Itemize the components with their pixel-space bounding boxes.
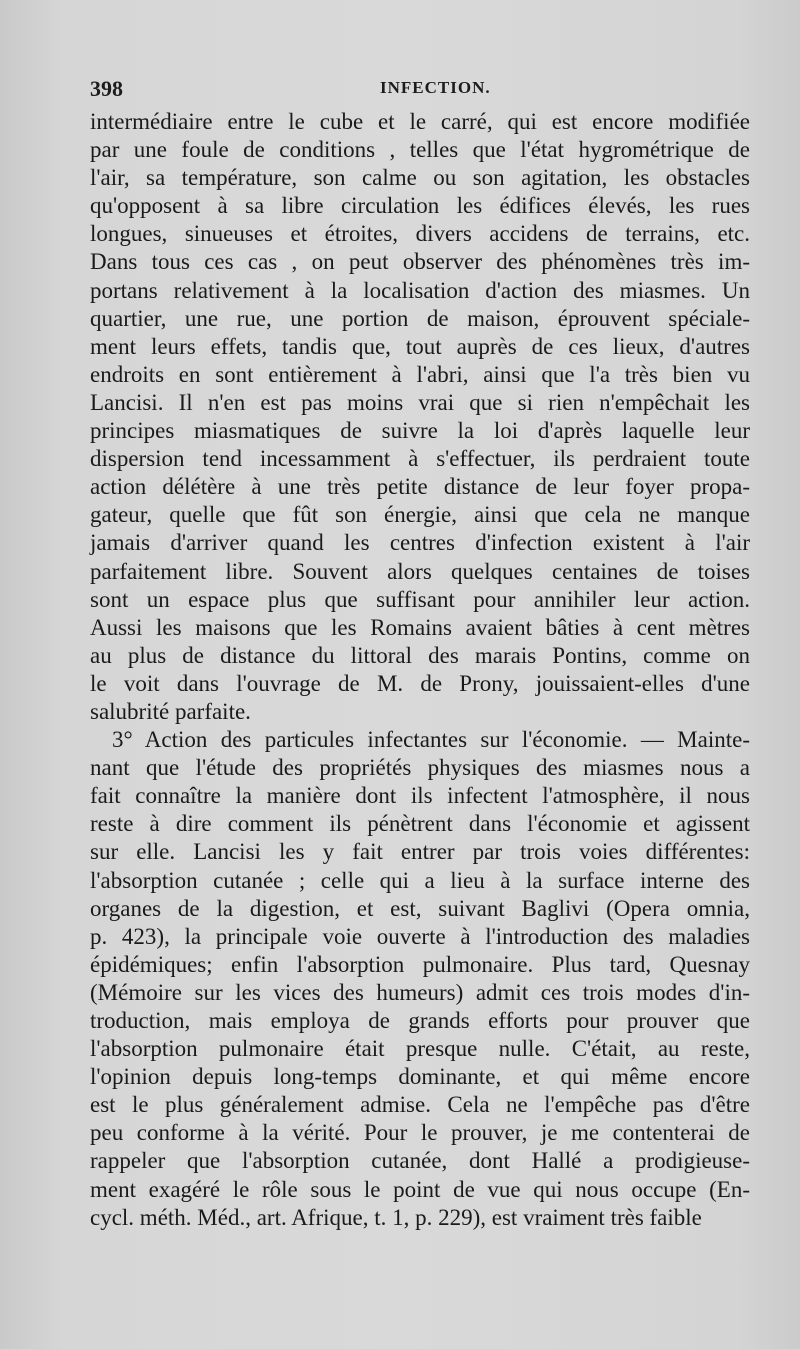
text-line: Dans tous ces cas , on peut observer des phénomènes très im- <box>90 249 750 275</box>
text-line: l'absorption cutanée ; celle qui a lieu à la surface interne des <box>90 867 750 893</box>
text-line: le voit dans l'ouvrage de M. de Prony, jouissaient-elles d'une <box>90 670 750 696</box>
text-line: jamais d'arriver quand les centres d'infection existent à l'air <box>90 530 750 556</box>
text-line: fait connaître la manière dont ils infectent l'atmosphère, il nous <box>90 783 750 809</box>
text-line: organes de la digestion, et est, suivant Baglivi (Opera omnia, <box>90 895 750 921</box>
text-line: (Mémoire sur les vices des humeurs) admit ces trois modes d'in- <box>90 979 750 1005</box>
text-line: 3° Action des particules infectantes sur l'économie. — Mainte- <box>112 727 750 753</box>
text-line: principes miasmatiques de suivre la loi d'après laquelle leur <box>90 418 750 444</box>
text-line: gateur, quelle que fût son énergie, ainsi que cela ne manque <box>90 502 750 528</box>
text-line: parfaitement libre. Souvent alors quelques centaines de toises <box>90 558 750 584</box>
text-line: est le plus généralement admise. Cela ne l'empêche pas d'être <box>90 1092 750 1118</box>
text-line: portans relativement à la localisation d'action des miasmes. Un <box>90 277 750 303</box>
text-line: cycl. méth. Méd., art. Afrique, t. 1, p. 229), est vraiment très faible <box>90 1204 702 1230</box>
text-line: qu'opposent à sa libre circulation les édifices élevés, les rues <box>90 193 750 219</box>
text-line: sur elle. Lancisi les y fait entrer par trois voies différentes: <box>90 839 750 865</box>
page-number: 398 <box>90 76 123 101</box>
text-line: ment leurs effets, tandis que, tout auprès de ces lieux, d'autres <box>90 333 750 359</box>
text-line: longues, sinueuses et étroites, divers accidens de terrains, etc. <box>90 221 750 247</box>
text-line: troduction, mais employa de grands efforts pour prouver que <box>90 1008 750 1033</box>
text-line: par une foule de conditions , telles que l'état hygrométrique de <box>90 137 750 163</box>
text-line: ment exagéré le rôle sous le point de vue qui nous occupe (En- <box>90 1176 750 1202</box>
page-header <box>90 70 750 106</box>
text-line: p. 423), la principale voie ouverte à l'introduction des maladies <box>90 923 750 949</box>
text-line: dispersion tend incessamment à s'effectuer, ils perdraient toute <box>90 446 750 472</box>
text-line: action délétère à une très petite distance de leur foyer propa- <box>90 474 750 500</box>
text-line: intermédiaire entre le cube et le carré, qui est encore modifiée <box>90 109 750 134</box>
text-line: épidémiques; enfin l'absorption pulmonaire. Plus tard, Quesnay <box>90 951 750 977</box>
text-line: l'air, sa température, son calme ou son agitation, les obstacles <box>90 165 750 191</box>
text-line: peu conforme à la vérité. Pour le prouver, je me contenterai de <box>90 1120 750 1146</box>
text-line: l'opinion depuis long-temps dominante, et qui même encore <box>90 1064 750 1090</box>
text-line: Lancisi. Il n'en est pas moins vrai que si rien n'empêchait les <box>90 389 750 415</box>
running-head: INFECTION. <box>380 78 491 97</box>
text-line: sont un espace plus que suffisant pour annihiler leur action. <box>90 586 750 612</box>
text-line: quartier, une rue, une portion de maison, éprouvent spéciale- <box>90 305 750 331</box>
text-line: rappeler que l'absorption cutanée, dont Hallé a prodigieuse- <box>90 1148 750 1174</box>
text-line: nant que l'étude des propriétés physiques des miasmes nous a <box>90 755 750 781</box>
text-line: endroits en sont entièrement à l'abri, ainsi que l'a très bien vu <box>90 361 750 387</box>
body-text <box>90 108 750 1232</box>
text-line: l'absorption pulmonaire était presque nulle. C'était, au reste, <box>90 1036 750 1062</box>
text-line: au plus de distance du littoral des marais Pontins, comme on <box>90 642 750 668</box>
text-line: Aussi les maisons que les Romains avaient bâties à cent mètres <box>90 614 750 640</box>
text-line: reste à dire comment ils pénètrent dans l'économie et agissent <box>90 811 750 837</box>
text-line: salubrité parfaite. <box>90 698 251 724</box>
